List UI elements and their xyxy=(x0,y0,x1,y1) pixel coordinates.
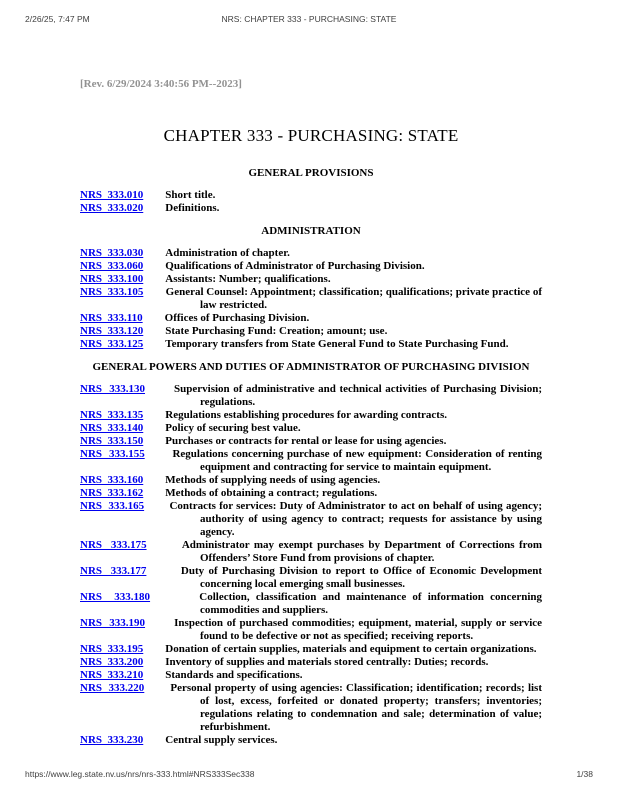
column-gap xyxy=(147,539,182,551)
column-gap xyxy=(143,487,165,499)
nrs-section-link[interactable]: NRS 333.210 xyxy=(80,669,144,681)
toc-entry xyxy=(80,734,542,747)
nrs-section-link[interactable]: NRS 333.020 xyxy=(80,202,144,214)
nrs-section-link[interactable]: NRS 333.220 xyxy=(80,682,145,694)
nrs-section-link[interactable]: NRS 333.180 xyxy=(80,591,151,603)
column-gap xyxy=(143,247,165,259)
column-gap xyxy=(143,273,165,285)
column-gap xyxy=(144,682,170,694)
toc-entry xyxy=(80,409,542,422)
nrs-section-link[interactable]: NRS 333.190 xyxy=(80,617,146,629)
toc-entry-text: Inventory of supplies and materials stored centrally: Duties; records. xyxy=(165,656,489,668)
column-gap xyxy=(143,734,165,746)
column-gap xyxy=(143,312,165,324)
toc-entry-text: Standards and specifications. xyxy=(165,669,303,681)
column-gap xyxy=(143,474,165,486)
toc-entry xyxy=(80,617,543,643)
column-gap xyxy=(143,325,165,337)
toc-entry xyxy=(80,669,542,682)
toc-entry-text: Regulations establishing procedures for awarding contracts. xyxy=(165,409,447,421)
column-gap xyxy=(143,338,165,350)
toc-entry-text: Personal property of using agencies: Classification; identification; records; list of lost, excess, forfeited or donated property; transfers; inventories; regulations relating to condemnation and sale; determination of value; refurbishment. xyxy=(170,682,542,733)
column-gap xyxy=(144,500,169,512)
nrs-section-link[interactable]: NRS 333.140 xyxy=(80,422,144,434)
toc-entry-text: Contracts for services: Duty of Administrator to act on behalf of using agency; authority of using agency to contract; requests for assistance by using agency. xyxy=(169,500,542,538)
toc-entry xyxy=(80,474,542,487)
column-gap xyxy=(143,286,165,298)
toc-entry-text: Offices of Purchasing Division. xyxy=(164,312,310,324)
toc-entry-text: Definitions. xyxy=(165,202,220,214)
print-footer xyxy=(25,769,593,781)
toc-entry xyxy=(80,286,543,312)
toc-entry xyxy=(80,247,542,260)
toc-entry xyxy=(80,202,542,215)
toc-entry-text: Regulations concerning purchase of new equipment: Consideration of renting equipment and contracting for service to maintain equipment. xyxy=(172,448,543,473)
toc-entry xyxy=(80,565,542,591)
column-gap xyxy=(143,260,165,272)
column-gap xyxy=(143,189,165,201)
toc-entry-text: General Counsel: Appointment; classification; qualifications; private practice of law restricted. xyxy=(165,286,543,311)
toc-entry xyxy=(80,591,543,617)
nrs-section-link[interactable]: NRS 333.110 xyxy=(80,312,143,324)
toc-entry xyxy=(80,448,543,474)
nrs-section-link[interactable]: NRS 333.105 xyxy=(80,286,144,298)
toc-entry xyxy=(80,656,542,669)
print-doc-title: NRS: CHAPTER 333 - PURCHASING: STATE xyxy=(221,14,397,24)
column-gap xyxy=(143,435,165,447)
column-gap xyxy=(143,656,165,668)
print-datetime: 2/26/25, 7:47 PM xyxy=(25,14,90,24)
toc-entry xyxy=(80,422,542,435)
nrs-section-link[interactable]: NRS 333.030 xyxy=(80,247,144,259)
column-gap xyxy=(146,565,181,577)
nrs-section-link[interactable]: NRS 333.200 xyxy=(80,656,144,668)
nrs-section-link[interactable]: NRS 333.010 xyxy=(80,189,144,201)
toc-entry-text: Temporary transfers from State General Fund to State Purchasing Fund. xyxy=(165,338,509,350)
nrs-section-link[interactable]: NRS 333.230 xyxy=(80,734,144,746)
toc-entry-text: Administrator may exempt purchases by Department of Corrections from Offenders’ Store Fund from provisions of chapter. xyxy=(181,539,542,564)
nrs-section-link[interactable]: NRS 333.177 xyxy=(80,565,147,577)
toc-entry-text: Methods of supplying needs of using agencies. xyxy=(165,474,381,486)
section-heading-general-powers: GENERAL POWERS AND DUTIES OF ADMINISTRATOR OF PURCHASING DIVISION xyxy=(92,361,530,373)
column-gap xyxy=(150,591,199,603)
toc-entry-text: State Purchasing Fund: Creation; amount; use. xyxy=(165,325,388,337)
toc-entry-text: Central supply services. xyxy=(165,734,278,746)
toc-entry-text: Purchases or contracts for rental or lease for using agencies. xyxy=(165,435,447,447)
nrs-section-link[interactable]: NRS 333.120 xyxy=(80,325,144,337)
toc-entry xyxy=(80,260,542,273)
toc-entry-text: Supervision of administrative and technical activities of Purchasing Division; regulations. xyxy=(174,383,542,408)
document-content xyxy=(80,78,542,747)
nrs-section-link[interactable]: NRS 333.135 xyxy=(80,409,144,421)
toc-entry xyxy=(80,325,542,338)
nrs-section-link[interactable]: NRS 333.060 xyxy=(80,260,144,272)
toc-entry-text: Qualifications of Administrator of Purchasing Division. xyxy=(165,260,425,272)
column-gap xyxy=(143,643,165,655)
revision-line: [Rev. 6/29/2024 3:40:56 PM--2023] xyxy=(80,78,242,90)
column-gap xyxy=(143,669,165,681)
nrs-section-link[interactable]: NRS 333.100 xyxy=(80,273,144,285)
section-heading-general-provisions: GENERAL PROVISIONS xyxy=(248,167,374,179)
nrs-section-link[interactable]: NRS 333.175 xyxy=(80,539,147,551)
chapter-title: CHAPTER 333 - PURCHASING: STATE xyxy=(163,126,459,145)
column-gap xyxy=(145,383,174,395)
toc-entry-text: Policy of securing best value. xyxy=(165,422,301,434)
toc-entry xyxy=(80,338,542,351)
nrs-section-link[interactable]: NRS 333.125 xyxy=(80,338,144,350)
toc-entry xyxy=(80,500,542,539)
nrs-section-link[interactable]: NRS 333.195 xyxy=(80,643,144,655)
toc-entry xyxy=(80,312,542,325)
nrs-section-link[interactable]: NRS 333.165 xyxy=(80,500,145,512)
print-page-indicator: 1/38 xyxy=(576,769,593,779)
column-gap xyxy=(143,202,165,214)
toc-entry xyxy=(80,682,542,734)
toc-entry-text: Inspection of purchased commodities; equipment, material, supply or service found to be defective or not as specified; receiving reports. xyxy=(174,617,543,642)
print-source-url: https://www.leg.state.nv.us/nrs/nrs-333.html#NRS333Sec338 xyxy=(25,769,255,779)
toc-entry-text: Donation of certain supplies, materials and equipment to certain organizations. xyxy=(165,643,537,655)
column-gap xyxy=(145,448,173,460)
toc-entry xyxy=(80,539,542,565)
toc-entry xyxy=(80,487,542,500)
toc-entry xyxy=(80,643,542,656)
toc-entry-text: Duty of Purchasing Division to report to Office of Economic Development concerning local emerging small businesses. xyxy=(180,565,542,590)
column-gap xyxy=(143,409,165,421)
nrs-section-link[interactable]: NRS 333.155 xyxy=(80,448,145,460)
toc-entry-text: Short title. xyxy=(165,189,216,201)
toc-entry xyxy=(80,383,542,409)
toc-entry-text: Methods of obtaining a contract; regulations. xyxy=(165,487,378,499)
column-gap xyxy=(145,617,174,629)
toc-entry-text: Assistants: Number; qualifications. xyxy=(165,273,331,285)
column-gap xyxy=(143,422,165,434)
nrs-section-link[interactable]: NRS 333.160 xyxy=(80,474,144,486)
section-heading-administration: ADMINISTRATION xyxy=(261,225,361,237)
nrs-section-link[interactable]: NRS 333.162 xyxy=(80,487,144,499)
nrs-section-link[interactable]: NRS 333.150 xyxy=(80,435,144,447)
toc-entry-text: Administration of chapter. xyxy=(165,247,290,259)
nrs-section-link[interactable]: NRS 333.130 xyxy=(80,383,146,395)
toc-entry xyxy=(80,189,542,202)
toc-entry xyxy=(80,273,542,286)
print-header xyxy=(25,14,593,26)
toc-entry xyxy=(80,435,542,448)
toc-entry-text: Collection, classification and maintenance of information concerning commodities and suppliers. xyxy=(199,591,543,616)
